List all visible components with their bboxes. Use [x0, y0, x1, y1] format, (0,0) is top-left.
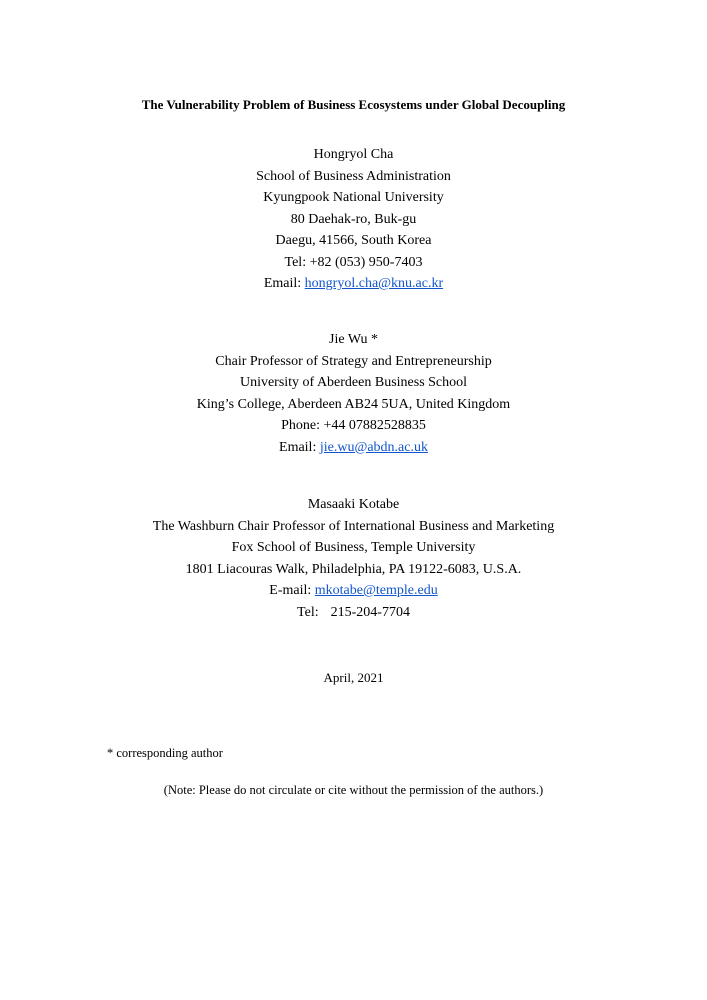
author-block-2	[0, 329, 707, 458]
author-name: Jie Wu *	[329, 332, 378, 347]
paper-date: April, 2021	[323, 670, 384, 685]
author-institution: Fox School of Business, Temple University	[231, 540, 476, 555]
email-label: E-mail:	[269, 583, 315, 598]
tel-label: Tel:	[297, 604, 319, 620]
email-label: Email:	[263, 276, 305, 291]
tel-number: 215-204-7704	[330, 604, 410, 620]
author-city: Daegu, 41566, South Korea	[275, 233, 432, 248]
author-institution: University of Aberdeen Business School	[239, 375, 468, 390]
author-phone: Tel: +82 (053) 950-7403	[284, 254, 423, 270]
author-email-line	[0, 437, 707, 459]
email-link[interactable]: hongryol.cha@knu.ac.kr	[304, 276, 444, 291]
author-phone	[0, 602, 707, 624]
author-name: Masaaki Kotabe	[307, 497, 400, 512]
author-department: School of Business Administration	[256, 168, 451, 184]
email-link[interactable]: jie.wu@abdn.ac.uk	[319, 439, 428, 455]
email-label: Email:	[279, 439, 320, 455]
author-position: Chair Professor of Strategy and Entrepreneurship	[215, 353, 492, 369]
author-position: The Washburn Chair Professor of International Business and Marketing	[152, 518, 555, 534]
paper-title: The Vulnerability Problem of Business Ecosystems under Global Decoupling	[141, 97, 566, 112]
author-address: King’s College, Aberdeen AB24 5UA, United Kingdom	[196, 396, 511, 412]
circulation-note: (Note: Please do not circulate or cite without the permission of the authors.)	[163, 783, 544, 797]
email-link[interactable]: mkotabe@temple.edu	[314, 583, 438, 598]
author-street: 80 Daehak-ro, Buk-gu	[290, 211, 417, 227]
corresponding-author-footnote: * corresponding author	[107, 746, 223, 760]
author-name: Hongryol Cha	[313, 147, 394, 162]
author-address: 1801 Liacouras Walk, Philadelphia, PA 19122-6083, U.S.A.	[185, 561, 522, 577]
author-email-line	[0, 273, 707, 295]
author-phone: Phone: +44 07882528835	[281, 418, 426, 433]
author-institution: Kyungpook National University	[263, 190, 444, 205]
author-block-1	[0, 144, 707, 295]
author-block-3	[0, 494, 707, 623]
author-email-line	[0, 580, 707, 602]
